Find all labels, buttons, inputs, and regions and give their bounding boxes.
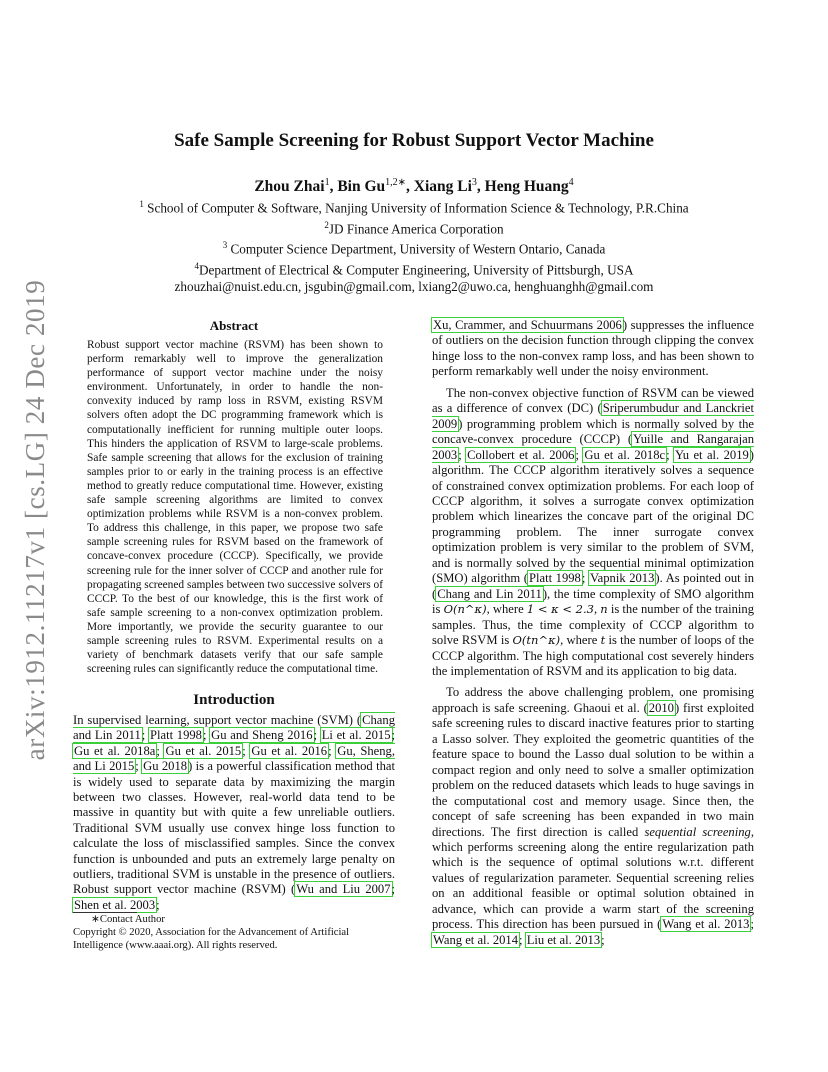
author-superscript: 4	[568, 177, 574, 188]
body-paragraph	[432, 386, 754, 680]
body-text: ,	[593, 602, 601, 617]
affiliation-line	[74, 196, 754, 217]
body-text: ;	[391, 728, 395, 743]
author-list: Zhou Zhai$^1$, Bin $Gu^{1,2∗}$, Xiang Li$^3$, Heng Huang$^4$	[254, 177, 574, 196]
body-text: ) programming problem which is normally solved by the concave-convex procedure (CCCP) (	[432, 416, 754, 447]
citation-link[interactable]: Gu, Sheng, and Li 2015	[73, 743, 396, 774]
emphasized-term: sequential screening	[644, 824, 751, 839]
citation-link[interactable]: 2010	[648, 700, 674, 715]
math-expression: n	[600, 602, 608, 617]
body-text: ;	[328, 743, 337, 758]
citation-link[interactable]: Yuille and Rangarajan 2003	[432, 432, 755, 462]
citation-link[interactable]: Gu et al. 2018c	[584, 447, 666, 462]
author-name: Heng Huang	[484, 178, 569, 196]
introduction-paragraph	[73, 713, 395, 913]
math-expression: t	[600, 633, 606, 648]
body-text: ;	[458, 447, 467, 462]
copyright-notice: Copyright © 2020, Association for the Advancement of Artificial Intelligence (www.aaai.org). All rights reserved.	[73, 926, 350, 951]
citation-link[interactable]: Sriperumbudur and Lanckriet 2009	[432, 401, 754, 431]
author-superscript: 3	[471, 177, 477, 188]
body-text: ;	[202, 728, 211, 743]
citation-link[interactable]: Yu et al. 2019	[675, 447, 749, 462]
affiliations	[74, 196, 754, 296]
body-text: ;	[135, 759, 143, 774]
body-paragraph	[432, 318, 754, 380]
contact-author-note: ∗Contact Author	[91, 914, 165, 925]
body-text: ), the time complexity of SMO algorithm is	[432, 586, 754, 617]
affiliation-text: JD Finance America Corporation	[328, 220, 504, 236]
affiliation-text: Department of Electrical & Computer Engineering, University of Pittsburgh, USA	[199, 262, 634, 278]
author-superscript: 1,2∗	[385, 177, 407, 188]
body-text: ;	[666, 447, 675, 462]
affiliation-line	[74, 258, 754, 279]
citation-link[interactable]: Gu et al. 2016	[251, 743, 328, 758]
citation-link[interactable]: Gu et al. 2015	[165, 743, 242, 758]
author-name: Bin Gu	[337, 178, 386, 196]
body-text: is the number of loops of the CCCP algorithm. The high computational cost severely hinders the implementation of RSVM and its application to big data.	[432, 633, 754, 678]
body-text: , where	[560, 633, 601, 648]
introduction-heading: Introduction	[193, 692, 275, 708]
affiliation-line	[74, 217, 754, 238]
citation-link[interactable]: Gu 2018	[143, 759, 188, 774]
author-name: Xiang Li	[413, 178, 472, 196]
affiliation-index: 3	[222, 240, 228, 251]
math-expression: 1 < κ < 2.3	[526, 602, 594, 617]
body-text: ;	[141, 728, 149, 743]
body-text: ;	[581, 571, 589, 586]
author-name: Zhou Zhai	[254, 178, 325, 196]
citation-link[interactable]: Gu and Sheng 2016	[211, 728, 313, 743]
paper-title: Safe Sample Screening for Robust Support Vector Machine	[174, 130, 654, 151]
citation-link[interactable]: Platt 1998	[529, 571, 581, 586]
affiliation-text: School of Computer & Software, Nanjing University of Information Science & Technology, P.R.China	[143, 200, 689, 216]
arxiv-stamp: arXiv:1912.11217v1 [cs.LG] 24 Dec 2019	[20, 279, 50, 761]
footnote-rule	[73, 912, 137, 913]
body-text: To address the above challenging problem, one promising approach is safe screening. Ghaoui et al. (	[432, 685, 754, 715]
body-text: ) first exploited safe screening rules to discard inactive features prior to starting a Lasso solver. They exploited the geometric quantities of the feature space to bound the Lasso dual solution to be within a compact region and only need to solve a smaller optimization problem on the reduced datasets which leads to huge savings in the computational cost and memory usage. Since then, the concept of safe screening has been expanded in two main directions. The first direction is called	[432, 700, 754, 839]
affiliation-index: 4	[194, 260, 199, 271]
affiliation-index: 2	[324, 219, 329, 230]
citation-link[interactable]: Chang and Lin 2011	[73, 713, 395, 743]
affiliation-index: 1	[139, 199, 144, 209]
citation-link[interactable]: Xu, Crammer, and Schuurmans 2006	[433, 318, 622, 332]
body-text: ) is a powerful classification method that is widely used to separate data by maximizing the margin between two classes. However, real-world data tend to be massive in quantity but with quite a few unreliable outliers. Traditional SVM usually use convex hinge loss function to calculate the loss of misclassified samples. Since the convex function is unbounded and puts an extremely large penalty on outliers, traditional SVM is unstable in the presence of outliers. Robust support vector machine (RSVM) (	[73, 759, 395, 897]
citation-link[interactable]: Wang et al. 2013	[662, 917, 750, 932]
affiliation-text: Computer Science Department, University of Western Ontario, Canada	[227, 241, 606, 257]
footnote	[73, 914, 395, 952]
citation-link[interactable]: Gu et al. 2018a	[74, 743, 156, 758]
right-column-text	[432, 318, 754, 954]
citation-link[interactable]: Collobert et al. 2006	[467, 447, 575, 462]
body-text: ) suppresses the influence of outliers on the decision function through clipping the convex hinge loss to the non-convex ramp loss, and has been shown to perform remarkably well under the noisy environment.	[432, 318, 754, 379]
body-text: ;	[242, 743, 251, 758]
body-text: ;	[391, 882, 396, 897]
abstract-text: Robust support vector machine (RSVM) has been shown to perform remarkably well to improve the generalization performance of support vector machine under the noisy environment. Unfortunately, in order to handle the non-convexity induced by ramp loss in RSVM, existing RSVM solvers often adopt the DC programming framework which is computationally inefficient for running multiple outer loops. This hinders the application of RSVM to large-scale problems. Safe sample screening that allows for the exclusion of training samples prior to or early in the training process is an effective method to greatly reduce computational time. However, existing safe sample screening algorithms are limited to convex optimization problems while RSVM is a non-convex problem. To address this challenge, in this paper, we propose two safe sample screening rules for RSVM based on the framework of concave-convex procedure (CCCP). Specifically, we provide screening rule for the inner solver of CCCP and another rule for propagating screened samples between two successive solvers of CCCP. To the best of our knowledge, this is the first work of safe sample screening to a non-convex optimization problem. More importantly, we provide the security guarantee to our sample screening rules to RSVM. Experimental results on a variety of benchmark datasets verify that our safe sample screening rules can significantly reduce the computational time.	[87, 339, 383, 676]
citation-link[interactable]: Wu and Liu 2007	[296, 882, 391, 897]
affiliation-line	[74, 237, 754, 258]
citation-link[interactable]: Li et al. 2015	[321, 728, 391, 743]
citation-link[interactable]: Vapnik 2013	[589, 571, 655, 586]
citation-link[interactable]: Liu et al. 2013	[526, 932, 601, 947]
citation-link[interactable]: Wang et al. 2014	[433, 932, 519, 947]
body-text: The non-convex objective function of RSVM can be viewed as a difference of convex (DC) (	[432, 385, 754, 416]
body-text: ;	[575, 447, 584, 462]
body-text: ;	[313, 728, 321, 743]
body-text: , which performs screening along the entire regularization path which is the sequence of optimal solutions w.r.t. different values of regularization parameter. Sequential screening relies on an additional feasible or optimal solution obtained in advance, which can provide a warm start of the screening process. This direction has been pursued in (	[432, 824, 754, 932]
body-text: ;	[156, 897, 160, 912]
citation-link[interactable]: Shen et al. 2003	[74, 897, 156, 912]
citation-link[interactable]: Chang and Lin 2011	[437, 586, 542, 601]
body-text: ;	[601, 932, 605, 947]
body-paragraph	[432, 685, 754, 948]
author-superscript: 1	[324, 177, 330, 188]
body-text: ;	[750, 917, 754, 932]
body-text: is the number of the training samples. Thus, the time complexity of CCCP algorithm to solve RSVM is	[432, 602, 755, 648]
author-emails: zhouzhai@nuist.edu.cn, jsgubin@gmail.com, lxiang2@uwo.ca, henghuanghh@gmail.com	[174, 279, 654, 295]
citation-link[interactable]: Platt 1998	[149, 728, 202, 743]
math-expression: O(tn^κ)	[512, 633, 561, 648]
body-text: ;	[156, 743, 165, 758]
math-expression: O(n^κ)	[443, 602, 487, 617]
body-text: ;	[519, 932, 526, 947]
body-text: In supervised learning, support vector machine (SVM) (	[73, 713, 362, 727]
abstract-heading: Abstract	[209, 318, 259, 333]
body-text: ) algorithm. The CCCP algorithm iteratively solves a sequence of constrained convex optimization problems. For each loop of CCCP algorithm, it solves a surrogate convex optimization problem which linearizes the concave part of the original DC programming problem. The inner surrogate convex optimization problem is very similar to the problem of SVM, and is normally solved by the sequential minimal optimization (SMO) algorithm (	[432, 447, 754, 586]
body-text: ). As pointed out in (	[432, 571, 754, 601]
body-text: , where	[486, 602, 527, 617]
